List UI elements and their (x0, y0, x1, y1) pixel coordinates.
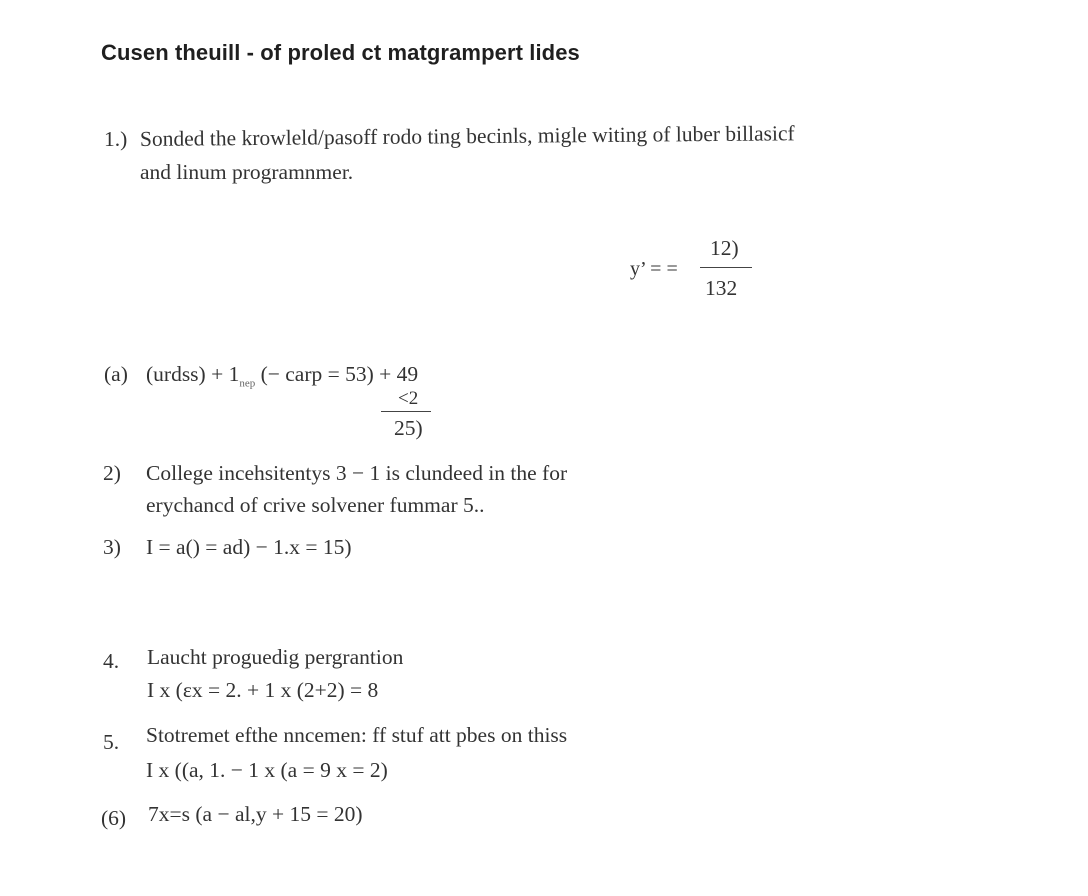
item-1-number: 1.) (104, 127, 128, 151)
equation-denominator: 132 (705, 276, 738, 300)
item-5-line-2: I x ((a, 1. − 1 x (a = 9 x = 2) (146, 758, 388, 782)
item-a-fraction-bar (381, 411, 431, 412)
item-2-number: 2) (103, 461, 121, 485)
item-a-under-2: 25) (394, 416, 423, 440)
item-1-line-2: and linum programnmer. (140, 160, 354, 184)
fraction-bar (700, 267, 752, 268)
item-5-number: 5. (103, 730, 120, 754)
item-a-expr-start: (urdss) + 1 (146, 362, 240, 386)
item-5-line-1: Stotremet efthe nncemen: ff stuf att pbes on thiss (146, 723, 568, 747)
item-1-line-1: Sonded the krowleld/pasoff rodo ting becinls, migle witing of luber billasicf (139, 121, 795, 151)
item-4-number: 4. (103, 649, 120, 673)
equation-numerator: 12) (710, 236, 739, 260)
item-6-number: (6) (101, 806, 127, 830)
item-6-expression: 7x=s (a − al,y + 15 = 20) (148, 802, 363, 826)
item-3-number: 3) (103, 535, 121, 559)
item-4-line-2: I x (ɛx = 2. + 1 x (2+2) = 8 (147, 678, 379, 702)
item-a-expr-end: (− carp = 53) + 49 (260, 362, 419, 386)
item-3-expression: I = a() = ad) − 1.x = 15) (146, 535, 352, 559)
item-2-line-1: College incehsitentys 3 − 1 is clundeed in the for (146, 461, 568, 485)
item-a-under-1: <2 (398, 388, 419, 409)
item-a-subscript: nep (239, 377, 256, 390)
item-2-line-2: erychancd of crive solvener fummar 5.. (146, 493, 485, 517)
item-a-label: (a) (104, 362, 128, 386)
item-a-expression (146, 362, 418, 389)
equation-lhs: y’ = = (630, 258, 678, 280)
item-4-line-1: Laucht proguedig pergrantion (147, 645, 404, 669)
page-title: Cusen theuill - of proled ct matgrampert lides (101, 40, 580, 65)
